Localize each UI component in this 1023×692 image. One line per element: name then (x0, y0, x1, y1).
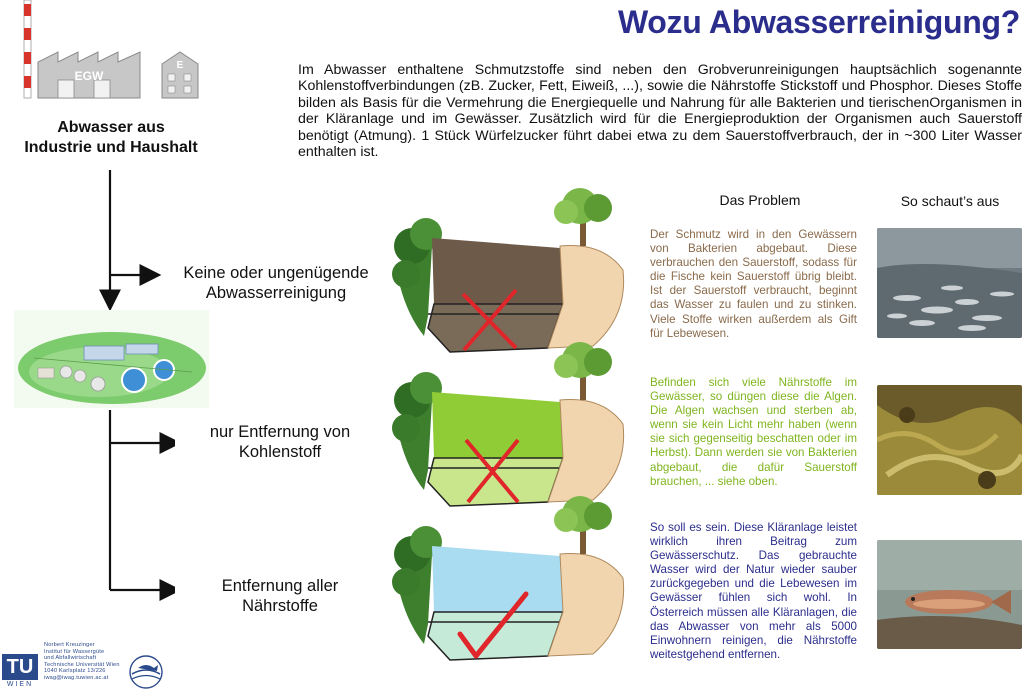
factory-label: EGW (74, 69, 104, 83)
house-icon (162, 52, 198, 98)
footer-line: 1040 Karlsplatz 13/226 (44, 668, 106, 675)
problem-description-2: Befinden sich viele Nährstoffe im Gewässer, so düngen diese die Algen. Die Algen wachsen und sterben ab, wenn sie kein Licht mehr haben (wenn sie sich gegenseitig beschatten oder im Herbst). Dann werden sie von Bakterien abgebaut, die dafür Sauerstoff brauchen, ... siehe oben. (650, 376, 857, 488)
branch-2-line1: nur Entfernung von (209, 423, 351, 441)
source-label-line1: Abwasser aus (57, 119, 165, 136)
branch-2-line2: Kohlenstoff (238, 443, 322, 461)
source-label-line2: Industrie und Haushalt (24, 139, 198, 156)
factory-building-icon (38, 52, 140, 98)
water-surface (432, 238, 563, 304)
footer-line: Institut für Wassergüte (44, 648, 105, 655)
chimney-icon (24, 0, 31, 98)
branch-1-line2: Abwasserreinigung (205, 284, 347, 302)
trout-photo (877, 540, 1022, 649)
tu-logo-top: TU (2, 654, 38, 680)
footer-line: und Abfallwirtschaft (44, 655, 97, 662)
branch-3-line2: Nährstoffe (242, 597, 318, 615)
tu-wien-logo (2, 654, 38, 690)
footer-line: iwag@iwag.tuwien.ac.at (44, 674, 109, 681)
water-body-algae (388, 340, 638, 516)
water-body-clean (388, 494, 638, 670)
plant-basin-icon (84, 346, 124, 360)
page-title: Wozu Abwasserreinigung? (617, 4, 1020, 40)
branch-label-1 (165, 263, 387, 303)
clarifier-icon (122, 368, 146, 392)
problem-description-1: Der Schmutz wird in den Gewässern von Bakterien abgebaut. Diese verbrauchen den Sauerstoff, sodass für die Fische kein Sauerstoff übrig bleibt. Ist der Sauerstoff verbraucht, beginnt das Wasser zu faulen und zu stinken. Viele Stoffe wirken außerdem als Gift für Lebewesen. (650, 228, 857, 340)
intro-text: Im Abwasser enthaltene Schmutzstoffe sind neben den Grobverunreinigungen hauptsächlich sogenannte Kohlenstoffverbindungen (zB. Zucker, Fett, Eiweiß, ...), sowie die Nährstoffe Stickstoff und Phosphor. Dieses Stoffe bilden als Basis für die Vermehrung die Energiequelle und Nahrung für alle Bakterien und tierischenOrganismen in der Kläranlage und im Gewässer. Zusätzlich wird für die Energieproduktion der Organismen auch Sauerstoff benötigt (Atmung). 1 Stück Würfelzucker führt dabei etwa zu dem Sauerstoffverbrauch, der in ~300 Liter Wasser enthalten ist. (298, 62, 1022, 161)
footer-line: Norbert Kreuzinger (44, 642, 95, 648)
look-column-header: So schaut’s aus (900, 193, 1000, 209)
factory-illustration (18, 0, 203, 102)
branch-label-2 (190, 422, 370, 462)
algae-photo (877, 385, 1022, 495)
problem-column-header: Das Problem (719, 192, 801, 208)
footer-credits (44, 642, 124, 682)
water-surface (432, 392, 563, 458)
treatment-plant-illustration (14, 310, 209, 408)
water-surface (432, 546, 563, 612)
branch-1-line1: Keine oder ungenügende (183, 264, 369, 282)
footer-line: Technische Universität Wien (44, 661, 120, 668)
branch-label-3 (190, 576, 370, 616)
source-label (0, 118, 222, 158)
iwag-fish-logo (126, 654, 166, 690)
house-label: E (176, 60, 184, 71)
branch-3-line1: Entfernung aller (221, 577, 339, 595)
water-body-dirty (388, 186, 638, 362)
dead-fish-photo (877, 228, 1022, 338)
problem-description-3: So soll es sein. Diese Kläranlage leistet wirklich ihren Beitrag zum Gewässerschutz. Das gebrauchte Wasser wird der Natur wieder sauber zurückgegeben und die Lebewesen im Gewässer fühlen sich wohl. In Österreich müssen alle Kläranlagen, die das Abwasser von mehr als 5000 Einwohnern reinigen, die Nährstoffe weitestgehend entfernen. (650, 521, 857, 661)
tu-logo-bottom: WIEN (6, 681, 34, 688)
